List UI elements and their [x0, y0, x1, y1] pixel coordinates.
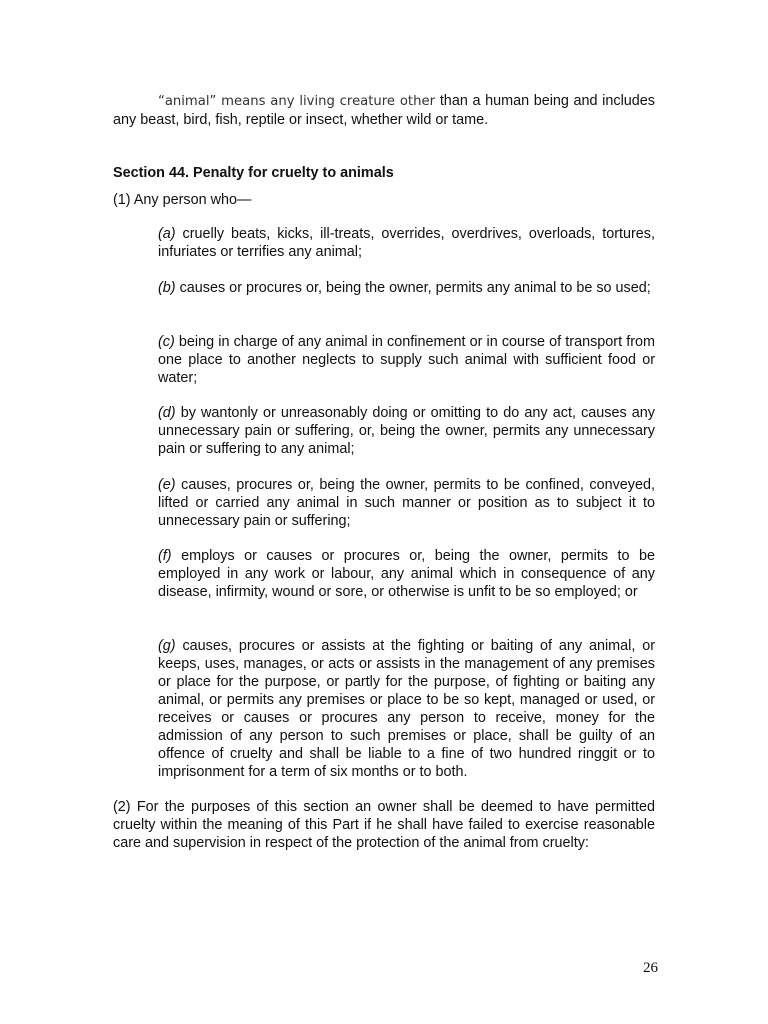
clause-label: (d): [158, 405, 176, 421]
clause-text: being in charge of any animal in confinement or in course of transport from one place to another neglects to supply such animal with sufficient food or water;: [158, 334, 655, 386]
clause-c: [158, 333, 655, 387]
subsection-2: (2) For the purposes of this section an owner shall be deemed to have permitted cruelty within the meaning of this Part if he shall have failed to exercise reasonable care and supervision in respect of the protection of the animal from cruelty:: [113, 799, 655, 851]
page-number: 26: [643, 960, 658, 976]
clause-text: employs or causes or procures or, being the owner, permits to be employed in any work or labour, any animal which in consequence of any disease, infirmity, wound or sore, or otherwise is unfit to be so employed; or: [158, 548, 655, 600]
clause-label: (f): [158, 548, 172, 564]
clause-g: [158, 637, 655, 781]
clause-text: by wantonly or unreasonably doing or omitting to do any act, causes any unnecessary pain or suffering, or, being the owner, permits any unnecessary pain or suffering to any animal;: [158, 405, 655, 457]
definition-text-part2: than a human being and includes any beast, bird, fish, reptile or insect, whether wild or tame.: [113, 93, 655, 128]
clause-label: (g): [158, 638, 176, 654]
clause-f: [158, 547, 655, 601]
clause-label: (c): [158, 334, 175, 350]
clause-text: cruelly beats, kicks, ill-treats, overrides, overdrives, overloads, tortures, infuriates or terrifies any animal;: [158, 226, 655, 260]
clause-a: [158, 225, 655, 261]
section-intro: (1) Any person who—: [113, 192, 252, 208]
clause-d: [158, 404, 655, 458]
section-heading: Section 44. Penalty for cruelty to animals: [113, 165, 394, 181]
clause-text: causes or procures or, being the owner, permits any animal to be so used;: [175, 280, 651, 296]
clause-b: [158, 279, 655, 297]
clause-label: (a): [158, 226, 176, 242]
clause-text: causes, procures or assists at the fighting or baiting of any animal, or keeps, uses, manages, or acts or assists in the management of any premises or place for the purpose, or partly for the purpose, of fighting or baiting any animal, or permits any premises or place to be so kept, managed or used, or receives or causes or procures any person to receive, money for the admission of any person to such premises or place, shall be guilty of an offence of cruelty and shall be liable to a fine of two hundred ringgit or to imprisonment for a term of six months or to both.: [158, 638, 655, 780]
clause-label: (b): [158, 280, 176, 296]
clause-e: [158, 476, 655, 530]
clause-label: (e): [158, 477, 176, 493]
definition-paragraph: [113, 92, 655, 129]
definition-text-part1: “animal” means any living creature other: [158, 94, 440, 109]
clause-text: causes, procures or, being the owner, permits to be confined, conveyed, lifted or carried any animal in such manner or position as to subject it to unnecessary pain or suffering;: [158, 477, 655, 529]
